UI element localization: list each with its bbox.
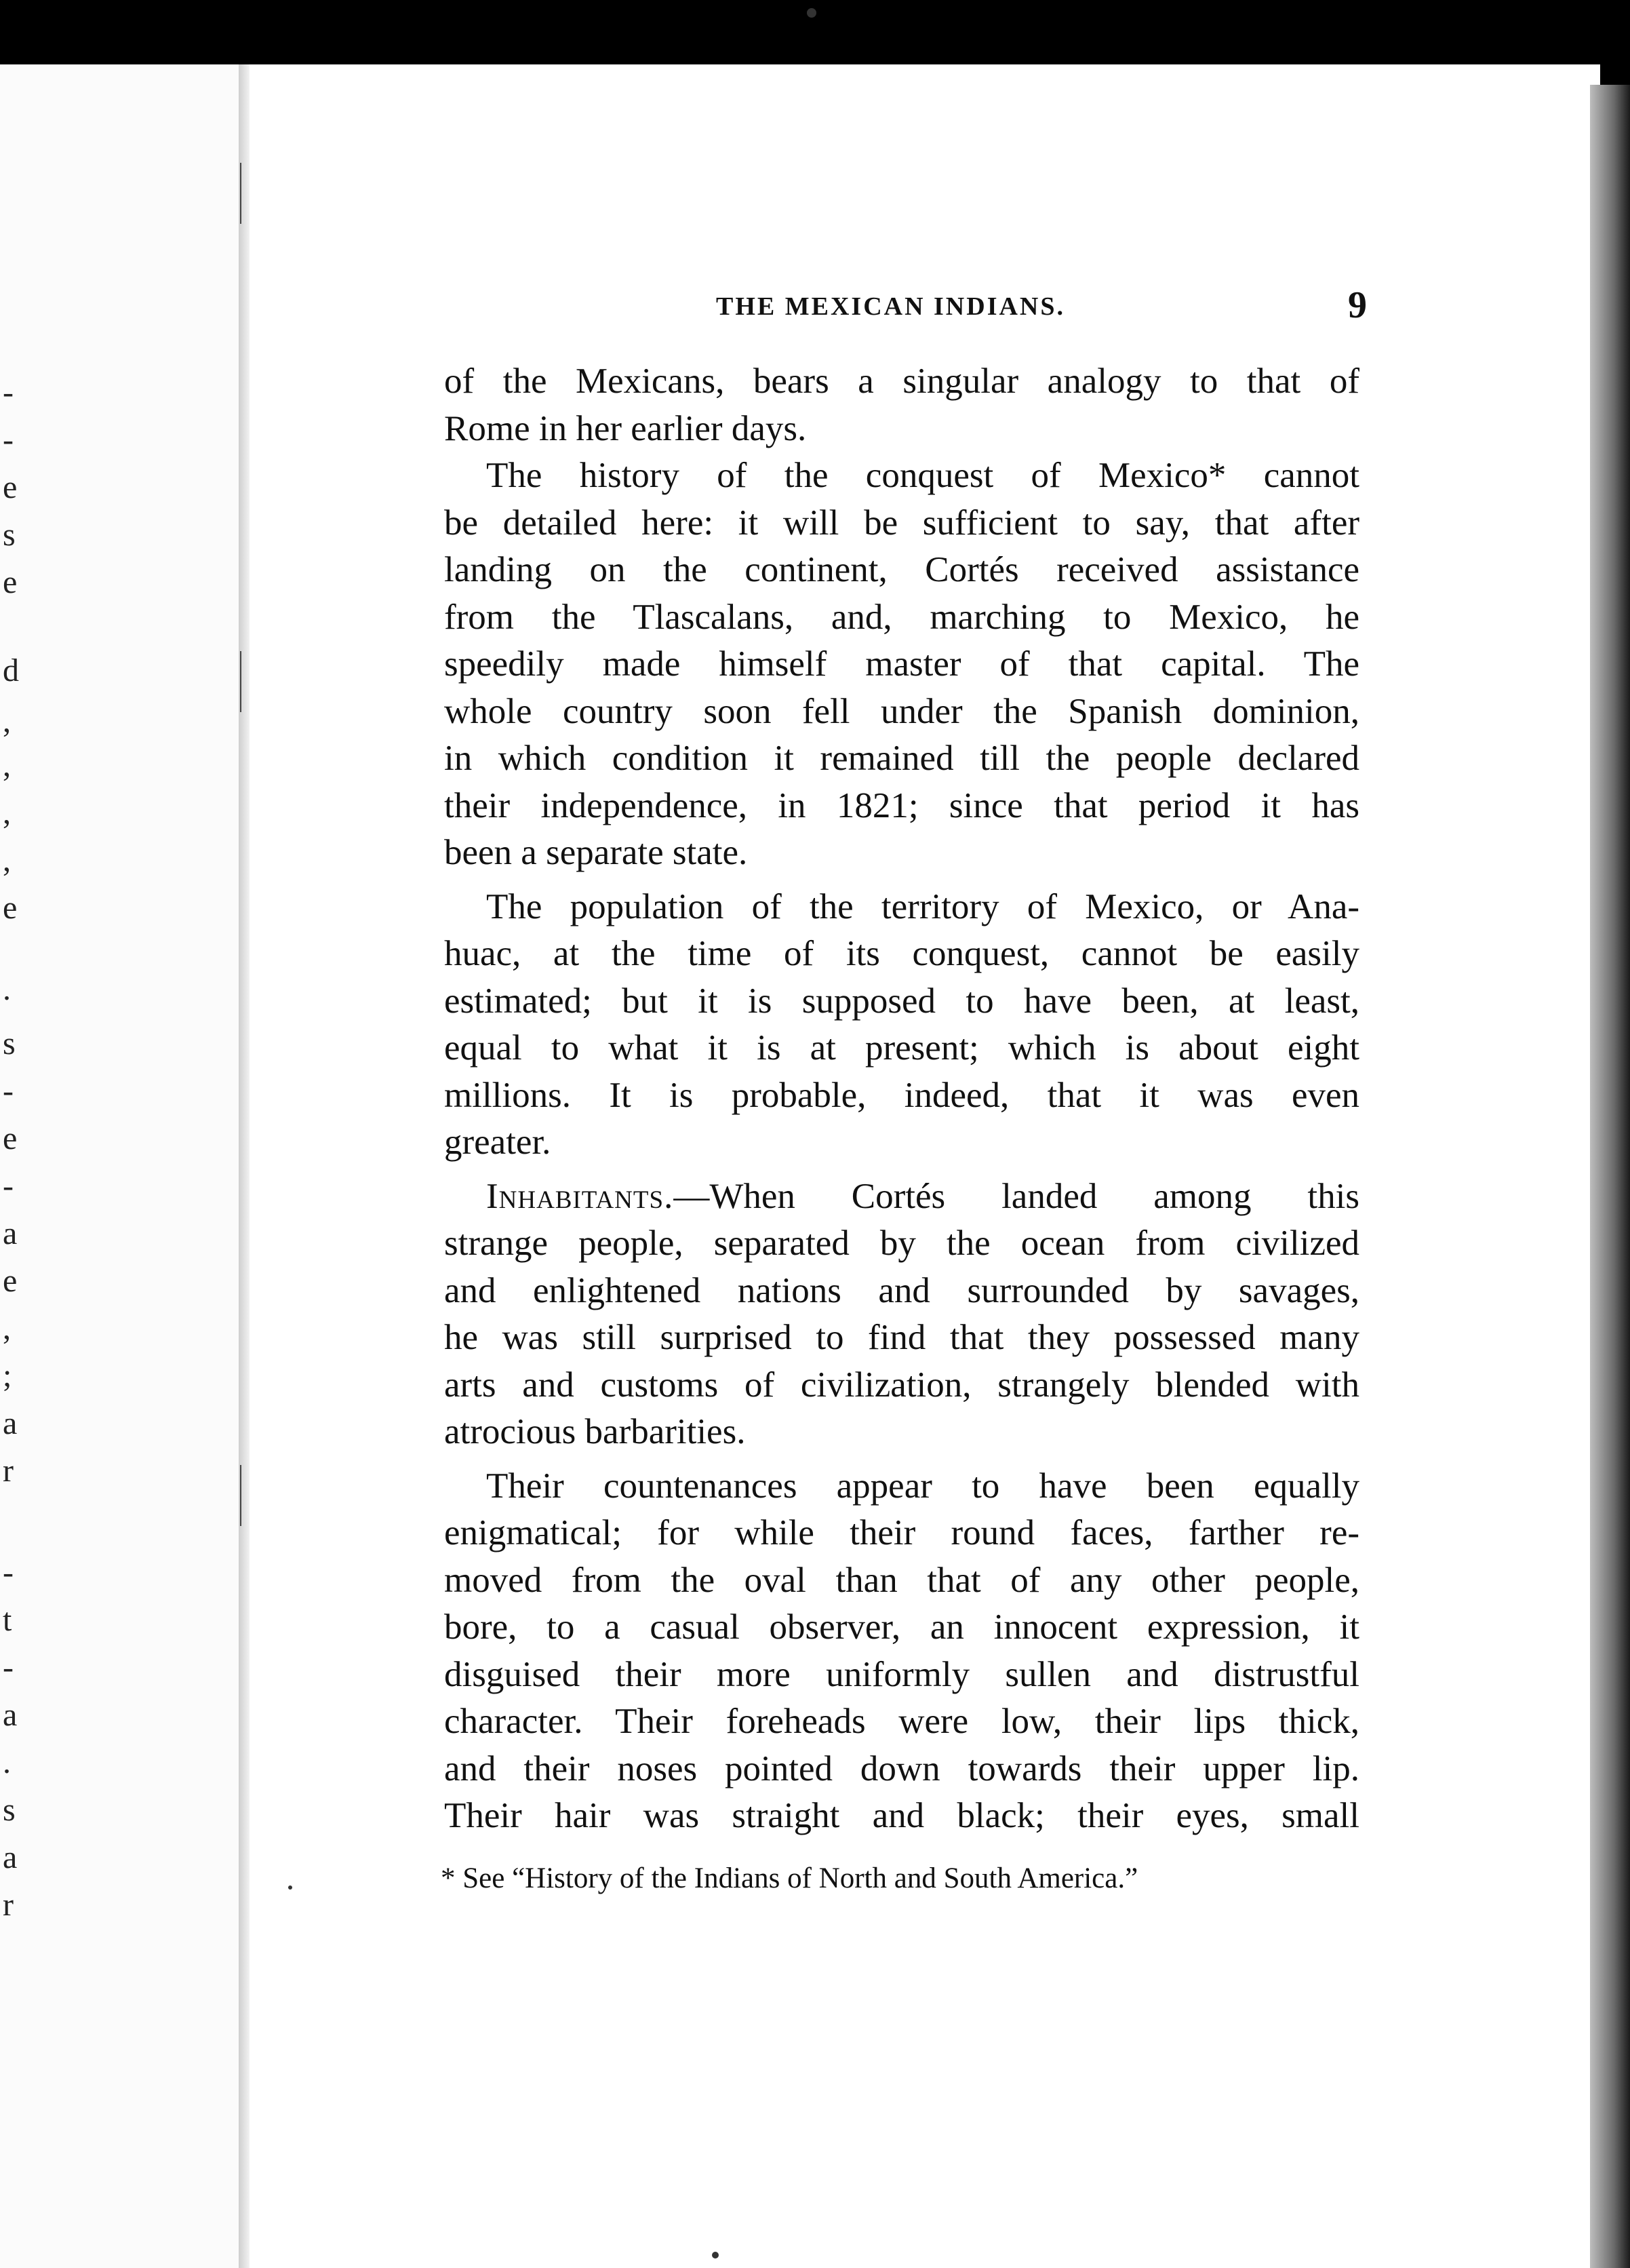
text-line: been a separate state. <box>444 833 748 872</box>
edge-char: , <box>3 795 11 831</box>
text-line: their independence, in 1821; since that period it has <box>444 785 1359 825</box>
text-line: bore, to a casual observer, an innocent expression, it <box>444 1607 1359 1647</box>
edge-char: e <box>3 469 18 505</box>
edge-char: e <box>3 564 18 600</box>
text-line: he was still surprised to find that they possessed many <box>444 1318 1359 1357</box>
edge-char: s <box>3 517 16 553</box>
text-line: in which condition it remained till the people declared <box>444 739 1359 778</box>
text-line: whole country soon fell under the Spanish dominion, <box>444 691 1359 731</box>
text-line: moved from the oval than that of any other people, <box>444 1560 1359 1600</box>
text-line: disguised their more uniformly sullen and distrustful <box>444 1654 1359 1694</box>
section-heading: Inhabitants. <box>486 1176 674 1216</box>
facing-page-edge-text <box>0 64 27 2268</box>
edge-char: . <box>3 971 11 1007</box>
text-line: The history of the conquest of Mexico* cannot <box>486 456 1359 495</box>
edge-char: s <box>3 1792 16 1828</box>
text-line: greater. <box>444 1122 551 1162</box>
text-line: from the Tlascalans, and, marching to Mexico, he <box>444 597 1359 637</box>
gutter-mark <box>240 1465 241 1526</box>
edge-char: s <box>3 1025 16 1061</box>
running-head: THE MEXICAN INDIANS. <box>716 292 1065 321</box>
edge-char: e <box>3 1120 18 1156</box>
text-line: enigmatical; for while their round faces, farther re- <box>444 1513 1359 1552</box>
edge-char: ; <box>3 1358 12 1394</box>
edge-char: e <box>3 1263 18 1299</box>
edge-char: , <box>3 1310 11 1346</box>
text-line: The population of the territory of Mexico, or Ana- <box>486 886 1359 926</box>
facing-page <box>0 64 239 2268</box>
edge-char: - <box>3 1555 14 1590</box>
scan-speck <box>712 2252 719 2259</box>
text-line: and their noses pointed down towards their upper lip. <box>444 1748 1359 1788</box>
text-line <box>444 1173 1359 1221</box>
text-line: arts and customs of civilization, strangely blended with <box>444 1365 1359 1405</box>
page-edge-shadow <box>1590 85 1630 2268</box>
gutter-mark <box>240 651 241 712</box>
gutter-mark <box>240 163 241 224</box>
edge-char: d <box>3 652 19 688</box>
edge-char: - <box>3 1649 14 1685</box>
edge-char: a <box>3 1697 18 1733</box>
text-line: estimated; but it is supposed to have been, at least, <box>444 981 1359 1021</box>
edge-char: r <box>3 1453 14 1489</box>
text-line: huac, at the time of its conquest, cannot be easily <box>444 934 1359 973</box>
edge-char: , <box>3 842 11 878</box>
edge-char: - <box>3 422 14 458</box>
text-line: atrocious barbarities. <box>444 1412 746 1451</box>
edge-char: a <box>3 1215 18 1251</box>
text-line: Their hair was straight and black; their eyes, small <box>444 1796 1359 1835</box>
edge-char: a <box>3 1839 18 1875</box>
text-line: Rome in her earlier days. <box>444 408 807 448</box>
edge-char: - <box>3 374 14 410</box>
edge-char: a <box>3 1405 18 1441</box>
book-gutter <box>239 64 250 2268</box>
body-text <box>444 358 1359 1840</box>
page-header <box>716 284 1367 331</box>
text-line: Their countenances appear to have been equally <box>486 1466 1359 1506</box>
scan-speck <box>288 1885 292 1890</box>
page-number: 9 <box>1348 284 1367 326</box>
text-run: —When Cortés landed among this <box>673 1176 1359 1216</box>
text-line: millions. It is probable, indeed, that it was even <box>444 1075 1359 1115</box>
edge-char: - <box>3 1168 14 1204</box>
text-line: and enlightened nations and surrounded by savages, <box>444 1270 1359 1310</box>
text-line: strange people, separated by the ocean from civilized <box>444 1224 1359 1263</box>
scan-speck <box>807 8 816 18</box>
edge-char: , <box>3 747 11 783</box>
footnote: * See “History of the Indians of North and South America.” <box>441 1862 1138 1894</box>
edge-char: - <box>3 1073 14 1109</box>
text-line: be detailed here: it will be sufficient to say, that after <box>444 503 1359 543</box>
edge-char: . <box>3 1744 11 1780</box>
edge-char: e <box>3 890 18 926</box>
text-line: speedily made himself master of that capital. The <box>444 644 1359 684</box>
edge-char: r <box>3 1887 14 1923</box>
edge-char: t <box>3 1602 12 1638</box>
text-line: landing on the continent, Cortés received assistance <box>444 550 1359 589</box>
text-line: of the Mexicans, bears a singular analogy to that of <box>444 361 1359 401</box>
text-line: equal to what it is at present; which is about eight <box>444 1028 1359 1068</box>
edge-char: , <box>3 703 11 739</box>
text-line: character. Their foreheads were low, their lips thick, <box>444 1702 1359 1741</box>
